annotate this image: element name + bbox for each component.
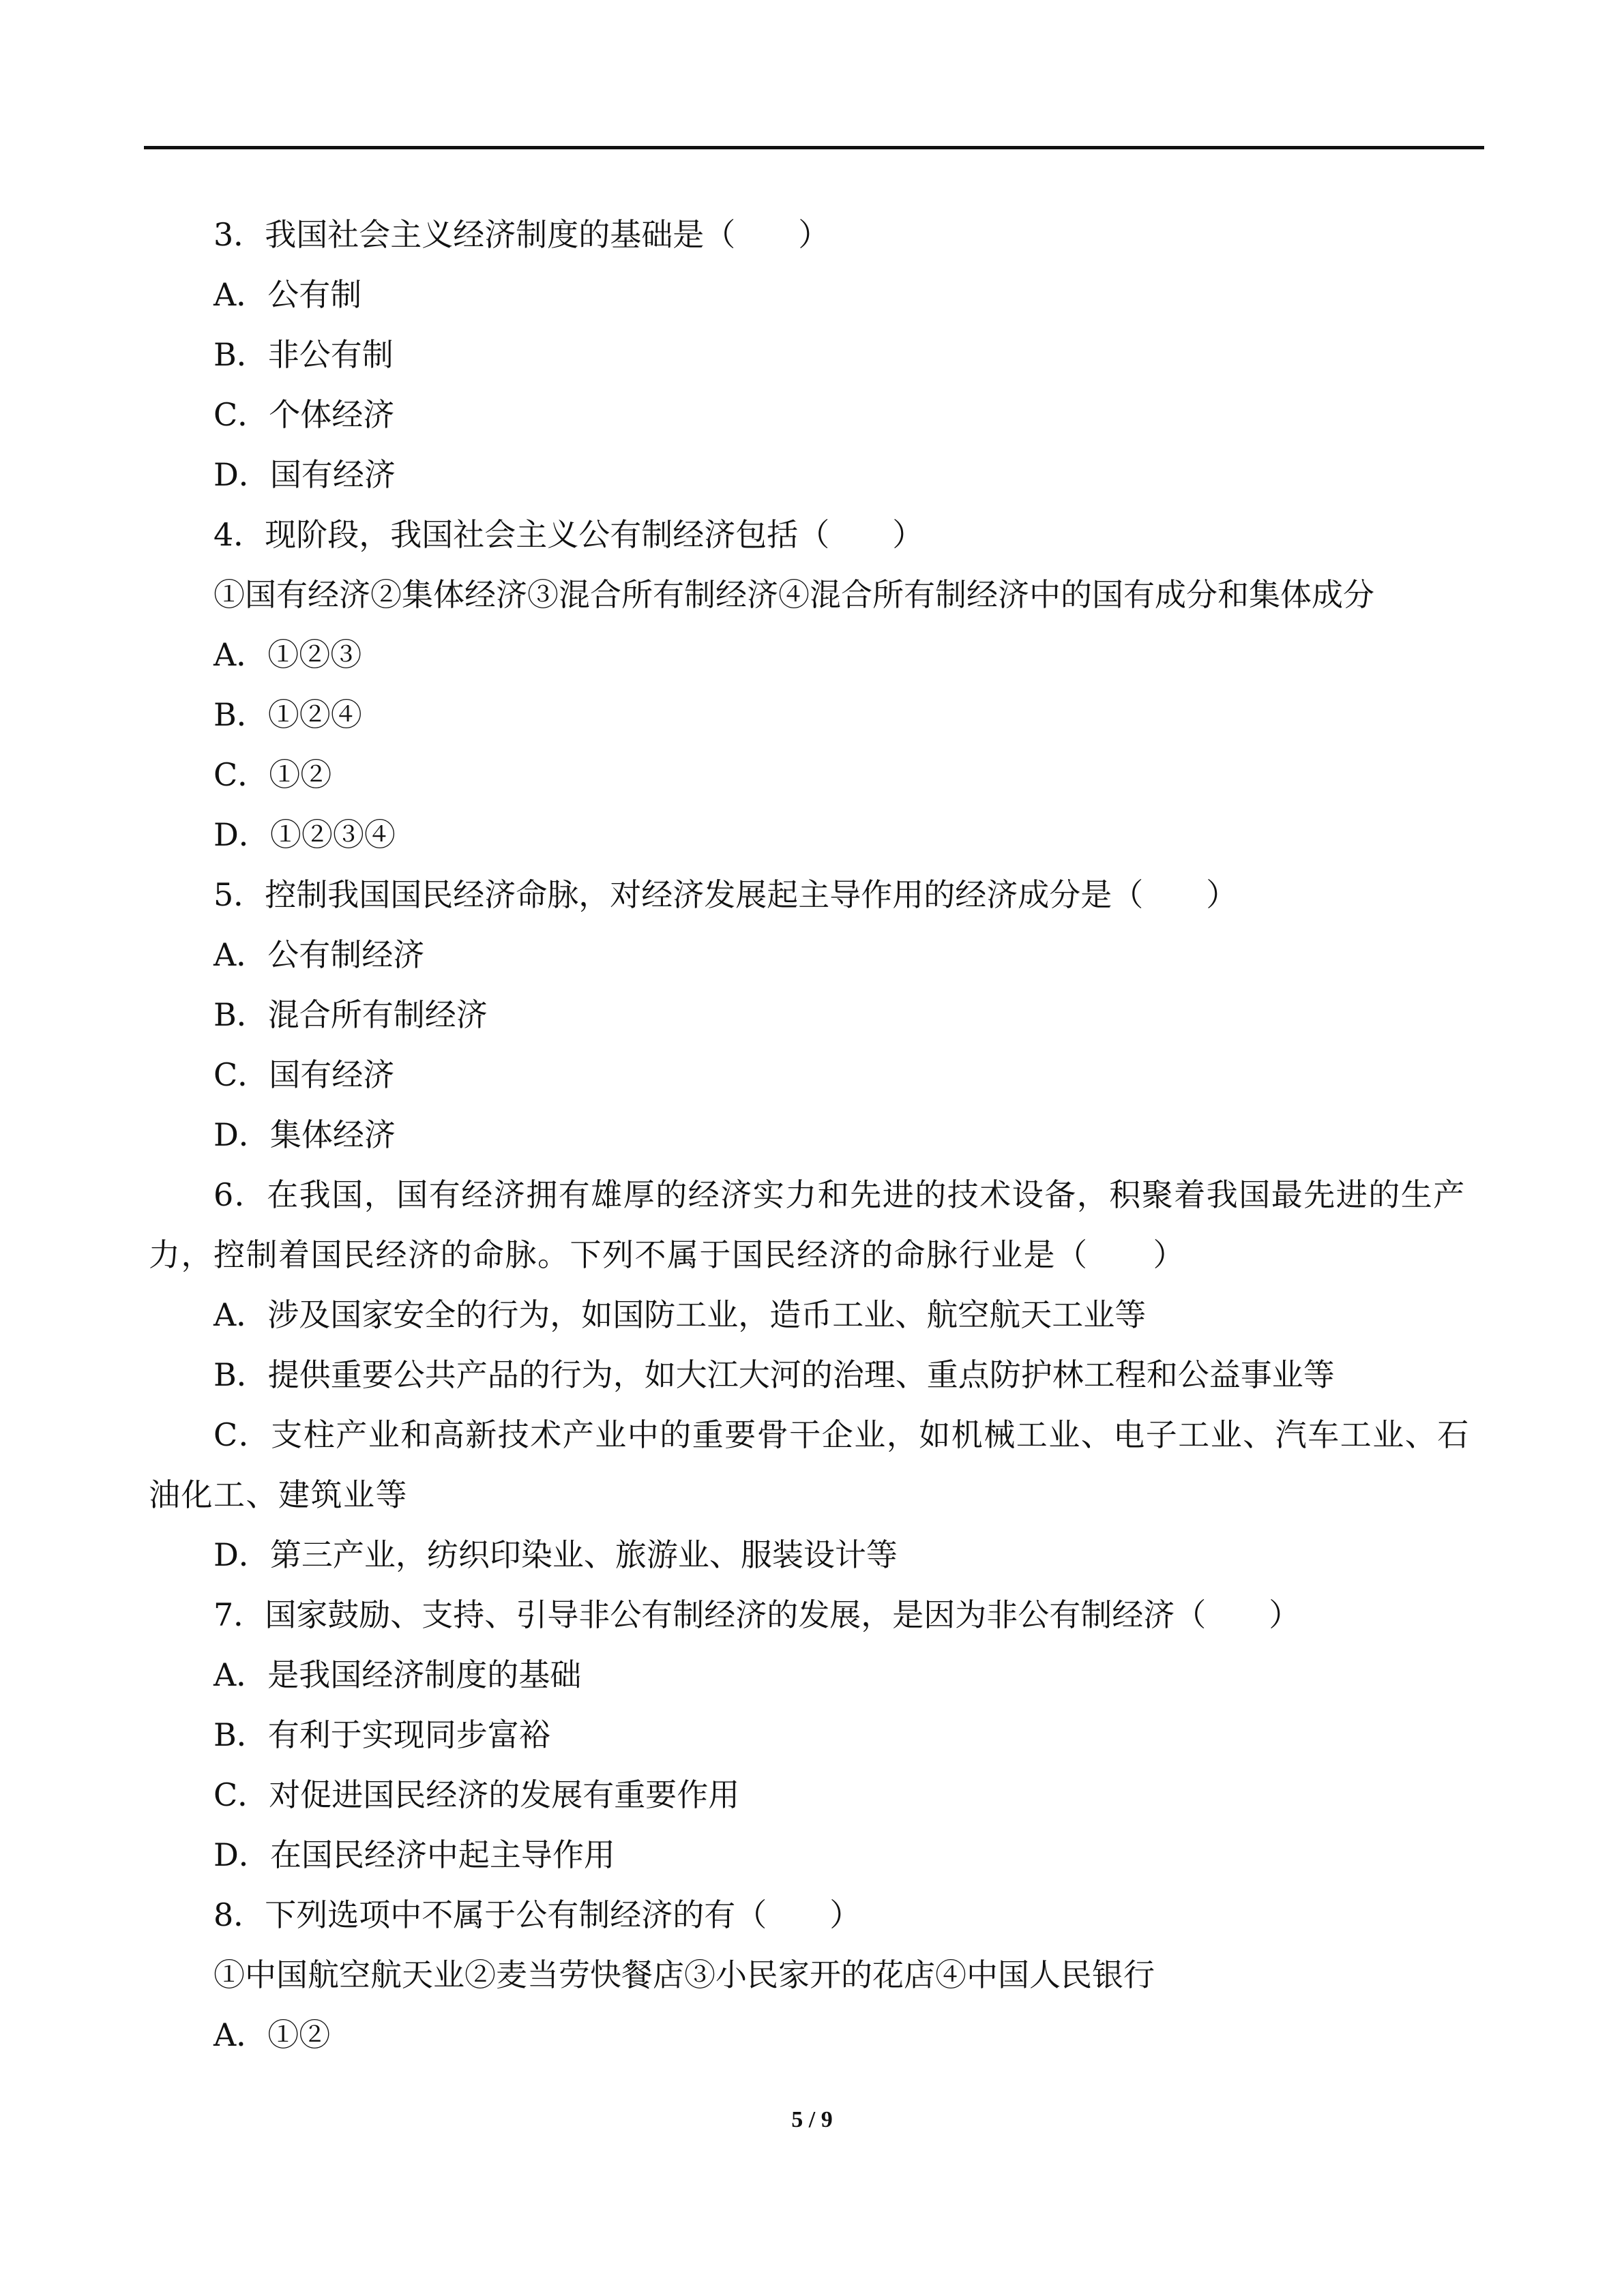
question-5-option-a: A．公有制经济 [213, 936, 425, 973]
question-8-statement: ①中国航空航天业②麦当劳快餐店③小民家开的花店④中国人民银行 [213, 1956, 1155, 1993]
question-5-option-b: B．混合所有制经济 [213, 996, 488, 1033]
page-number: 5 / 9 [791, 2107, 833, 2132]
question-4-option-a: A．①②③ [213, 636, 362, 673]
question-4-stem: 4．现阶段，我国社会主义公有制经济包括（ ） [213, 516, 924, 553]
question-5-option-c: C．国有经济 [213, 1056, 395, 1093]
question-3-option-c: C．个体经济 [213, 396, 395, 433]
question-8-option-a: A．①② [213, 2016, 331, 2053]
question-4-statement: ①国有经济②集体经济③混合所有制经济④混合所有制经济中的国有成分和集体成分 [213, 576, 1374, 613]
question-4-option-b: B．①②④ [213, 696, 362, 733]
question-7-option-d: D．在国民经济中起主导作用 [213, 1836, 615, 1873]
question-7-option-a: A．是我国经济制度的基础 [213, 1656, 582, 1693]
question-4-option-d: D．①②③④ [213, 816, 396, 853]
question-3-option-b: B．非公有制 [213, 336, 394, 373]
question-6-option-b: B．提供重要公共产品的行为，如大江大河的治理、重点防护林工程和公益事业等 [213, 1356, 1335, 1393]
question-6-stem: 6．在我国，国有经济拥有雄厚的经济实力和先进的技术设备，积聚着我国最先进的生产力，控制着国民经济的命脉。下列不属于国民经济的命脉行业是（ ） [149, 1176, 1466, 1273]
question-7-stem: 7．国家鼓励、支持、引导非公有制经济的发展，是因为非公有制经济（ ） [213, 1596, 1301, 1633]
question-3-option-a: A．公有制 [213, 276, 362, 313]
question-3-stem: 3．我国社会主义经济制度的基础是（ ） [213, 216, 830, 253]
question-6-option-a: A．涉及国家安全的行为，如国防工业，造币工业、航空航天工业等 [213, 1296, 1147, 1333]
question-5-option-d: D．集体经济 [213, 1116, 396, 1153]
question-7-option-b: B．有利于实现同步富裕 [213, 1716, 550, 1753]
header-rule [144, 146, 1484, 149]
question-3-option-d: D．国有经济 [213, 456, 396, 493]
question-6-option-c: C．支柱产业和高新技术产业中的重要骨干企业，如机械工业、电子工业、汽车工业、石油化工、建筑业等 [149, 1416, 1470, 1513]
question-5-stem: 5．控制我国国民经济命脉，对经济发展起主导作用的经济成分是（ ） [213, 876, 1238, 913]
question-4-option-c: C．①② [213, 756, 332, 793]
question-list [149, 205, 1484, 2065]
question-7-option-c: C．对促进国民经济的发展有重要作用 [213, 1776, 740, 1813]
question-6-option-d: D．第三产业，纺织印染业、旅游业、服装设计等 [213, 1536, 898, 1573]
question-8-stem: 8．下列选项中不属于公有制经济的有（ ） [213, 1896, 861, 1933]
